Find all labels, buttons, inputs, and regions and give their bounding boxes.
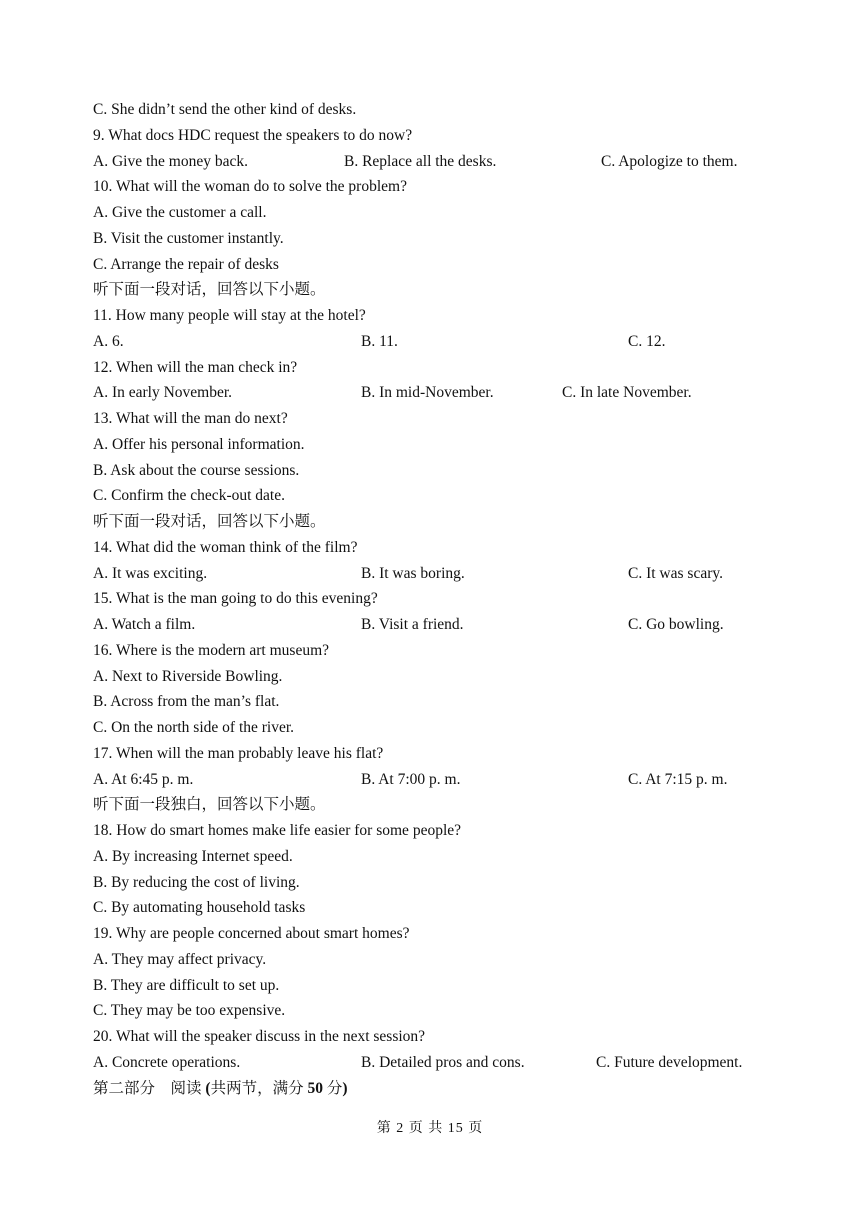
question-12 bbox=[93, 355, 773, 381]
options-row-17 bbox=[93, 767, 773, 793]
question-19 bbox=[93, 921, 773, 947]
option-c: C. In late November. bbox=[562, 384, 692, 402]
option-text: A. They may affect privacy. bbox=[93, 950, 267, 968]
question-text: 11. How many people will stay at the hotel? bbox=[93, 307, 366, 324]
option-a: A. It was exciting. bbox=[93, 564, 208, 582]
option-a: A. 6. bbox=[93, 332, 124, 350]
option-a: A. Watch a film. bbox=[93, 616, 196, 633]
option-b: B. Detailed pros and cons. bbox=[361, 1053, 525, 1071]
heading-text: 共两节，满分 bbox=[210, 1079, 308, 1097]
question-16 bbox=[93, 638, 773, 664]
option-c bbox=[93, 252, 773, 278]
instruction-text: 听下面一段对话，回答以下小题。 bbox=[93, 513, 326, 530]
option-text: A. By increasing Internet speed. bbox=[93, 847, 293, 865]
question-17 bbox=[93, 741, 773, 767]
options-row-15 bbox=[93, 612, 773, 638]
heading-paren-open: ( bbox=[205, 1079, 211, 1097]
question-text: 15. What is the man going to do this evening? bbox=[93, 590, 378, 608]
option-c: C. Future development. bbox=[596, 1053, 743, 1071]
option-a bbox=[93, 432, 773, 458]
option-text: A. Give the customer a call. bbox=[93, 204, 267, 221]
option-c bbox=[93, 715, 773, 741]
option-text: B. Visit the customer instantly. bbox=[93, 229, 284, 247]
question-text: 16. Where is the modern art museum? bbox=[93, 641, 330, 659]
section-instruction bbox=[93, 792, 773, 818]
option-b: B. It was boring. bbox=[361, 564, 465, 582]
option-b bbox=[93, 689, 773, 715]
question-20 bbox=[93, 1024, 773, 1050]
option-c bbox=[93, 483, 773, 509]
heading-text: 分 bbox=[322, 1079, 343, 1097]
option-line bbox=[93, 97, 773, 123]
option-a bbox=[93, 200, 773, 226]
option-text: A. Offer his personal information. bbox=[93, 435, 305, 453]
question-15 bbox=[93, 586, 773, 612]
page-footer: 第 2 页 共 15 页 bbox=[376, 1121, 484, 1136]
question-text: 20. What will the speaker discuss in the next session? bbox=[93, 1028, 426, 1045]
option-c: C. Go bowling. bbox=[628, 616, 724, 633]
option-a: A. Give the money back. bbox=[93, 152, 248, 170]
option-b bbox=[93, 870, 773, 896]
question-text: 12. When will the man check in? bbox=[93, 358, 298, 376]
instruction-text: 听下面一段独白，回答以下小题。 bbox=[93, 796, 326, 814]
heading-paren-close: ) bbox=[342, 1079, 348, 1097]
option-a: A. In early November. bbox=[93, 384, 233, 402]
option-c: C. 12. bbox=[628, 332, 666, 350]
option-b: B. At 7:00 p. m. bbox=[361, 770, 461, 788]
option-text: C. They may be too expensive. bbox=[93, 1002, 286, 1020]
section-instruction bbox=[93, 277, 773, 303]
question-13 bbox=[93, 406, 773, 432]
instruction-text: 听下面一段对话，回答以下小题。 bbox=[93, 281, 326, 299]
question-10 bbox=[93, 174, 773, 200]
option-a bbox=[93, 664, 773, 690]
option-text: C. On the north side of the river. bbox=[93, 719, 295, 736]
option-text: B. They are difficult to set up. bbox=[93, 976, 280, 994]
question-text: 13. What will the man do next? bbox=[93, 410, 288, 427]
option-b bbox=[93, 226, 773, 252]
option-c: C. At 7:15 p. m. bbox=[628, 770, 728, 788]
options-row-9 bbox=[93, 149, 773, 175]
option-text: B. Across from the man’s flat. bbox=[93, 693, 280, 711]
question-text: 17. When will the man probably leave his flat? bbox=[93, 744, 384, 762]
option-b: B. Replace all the desks. bbox=[344, 152, 497, 170]
option-b bbox=[93, 973, 773, 999]
option-a: A. Concrete operations. bbox=[93, 1053, 241, 1071]
options-row-20 bbox=[93, 1050, 773, 1076]
option-a bbox=[93, 947, 773, 973]
option-text: C. Confirm the check-out date. bbox=[93, 487, 285, 505]
option-c bbox=[93, 895, 773, 921]
question-18 bbox=[93, 818, 773, 844]
options-row-12 bbox=[93, 380, 773, 406]
question-text: 18. How do smart homes make life easier for some people? bbox=[93, 822, 462, 839]
question-text: 9. What docs HDC request the speakers to do now? bbox=[93, 126, 413, 144]
heading-text: 第二部分 阅读 bbox=[93, 1079, 206, 1097]
option-b: B. 11. bbox=[361, 332, 398, 350]
question-14 bbox=[93, 535, 773, 561]
option-a bbox=[93, 844, 773, 870]
option-text: A. Next to Riverside Bowling. bbox=[93, 667, 283, 685]
option-c bbox=[93, 998, 773, 1024]
options-row-11 bbox=[93, 329, 773, 355]
question-text: 10. What will the woman do to solve the problem? bbox=[93, 178, 407, 196]
question-11 bbox=[93, 303, 773, 329]
option-text: C. By automating household tasks bbox=[93, 899, 306, 917]
section-instruction bbox=[93, 509, 773, 535]
option-text: B. By reducing the cost of living. bbox=[93, 873, 300, 891]
option-text: C. Arrange the repair of desks bbox=[93, 255, 279, 273]
option-b: B. In mid-November. bbox=[361, 384, 494, 402]
option-b bbox=[93, 458, 773, 484]
option-text: B. Ask about the course sessions. bbox=[93, 461, 300, 479]
part-two-heading bbox=[93, 1076, 773, 1102]
heading-score: 50 bbox=[307, 1079, 323, 1097]
question-list bbox=[93, 97, 773, 1101]
question-text: 19. Why are people concerned about smart homes? bbox=[93, 925, 410, 942]
option-c: C. It was scary. bbox=[628, 564, 723, 582]
option-b: B. Visit a friend. bbox=[361, 616, 464, 633]
option-a: A. At 6:45 p. m. bbox=[93, 770, 194, 788]
options-row-14 bbox=[93, 561, 773, 587]
question-text: 14. What did the woman think of the film? bbox=[93, 538, 358, 556]
option-text: C. She didn’t send the other kind of desks. bbox=[93, 101, 357, 118]
question-9 bbox=[93, 123, 773, 149]
option-c: C. Apologize to them. bbox=[601, 152, 738, 170]
